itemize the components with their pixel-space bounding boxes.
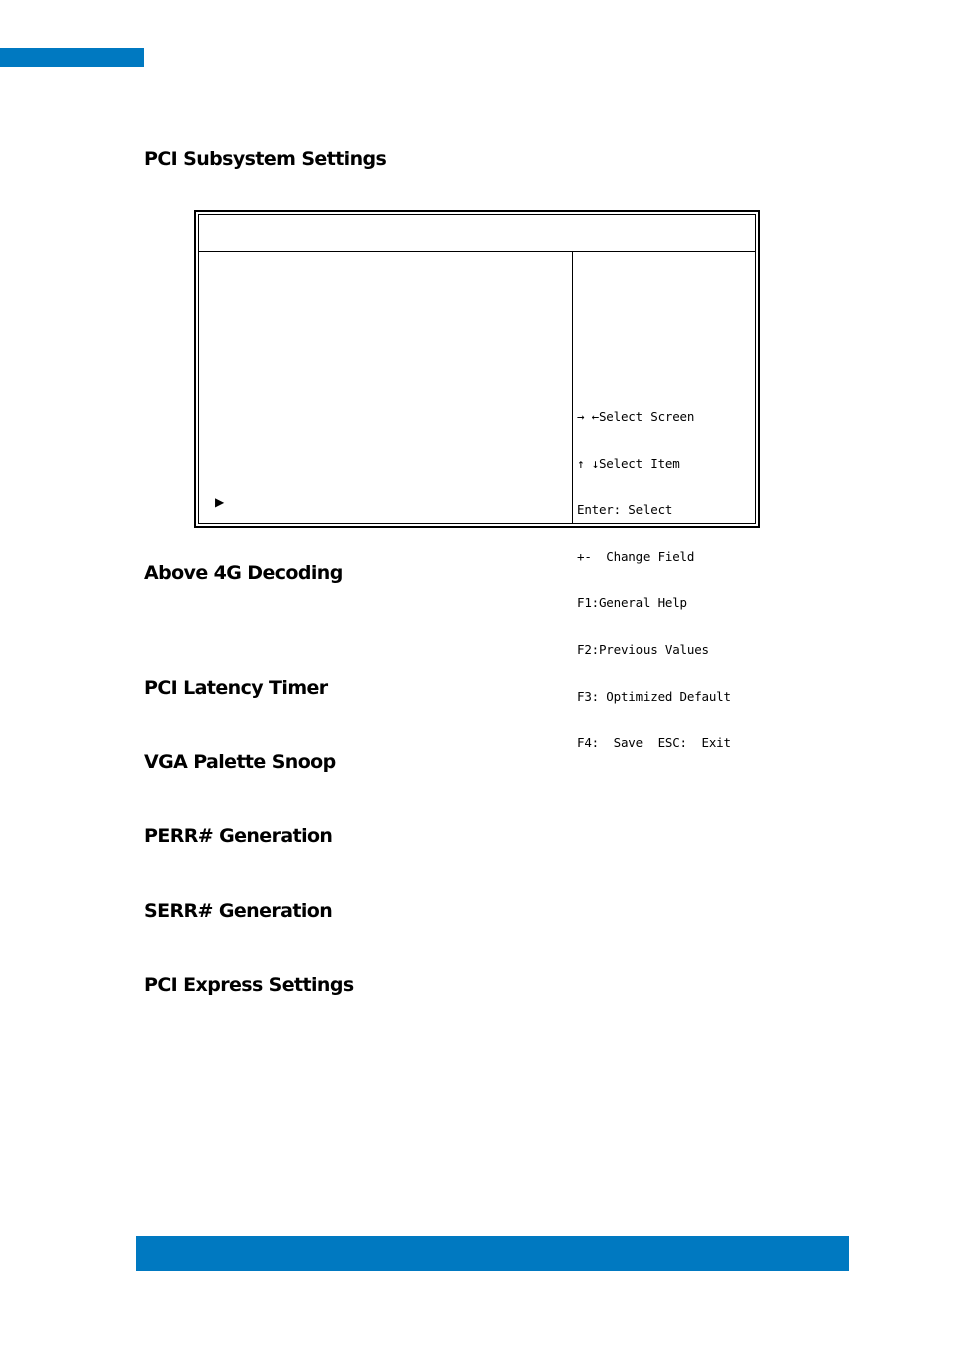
help-line-general-help: F1:General Help: [577, 595, 687, 611]
submenu-arrow-icon: ▶: [215, 495, 225, 509]
section-heading-perr: PERR# Generation: [144, 825, 333, 847]
help-line-select-screen: → ←Select Screen: [577, 409, 695, 424]
help-line-select-item: ↑ ↓Select Item: [577, 455, 680, 471]
help-line-previous-values: F2:Previous Values: [577, 641, 709, 657]
bios-title-row: [199, 215, 755, 252]
bios-column-divider: [572, 252, 573, 523]
section-heading-pci-subsystem: PCI Subsystem Settings: [144, 148, 387, 170]
bottom-accent-bar: [136, 1236, 849, 1271]
help-line-save-exit: F4: Save ESC: Exit: [577, 735, 731, 751]
section-heading-pci-express: PCI Express Settings: [144, 974, 354, 996]
help-line-optimized-default: F3: Optimized Default: [577, 688, 731, 704]
help-line-enter: Enter: Select: [577, 502, 673, 518]
top-accent-bar: [0, 48, 144, 67]
section-heading-serr: SERR# Generation: [144, 900, 333, 922]
section-heading-vga-palette: VGA Palette Snoop: [144, 751, 336, 773]
bios-help-panel: [577, 379, 731, 782]
section-heading-above-4g: Above 4G Decoding: [144, 562, 343, 584]
help-line-change-field: +- Change Field: [577, 548, 695, 564]
section-heading-latency-timer: PCI Latency Timer: [144, 677, 328, 699]
